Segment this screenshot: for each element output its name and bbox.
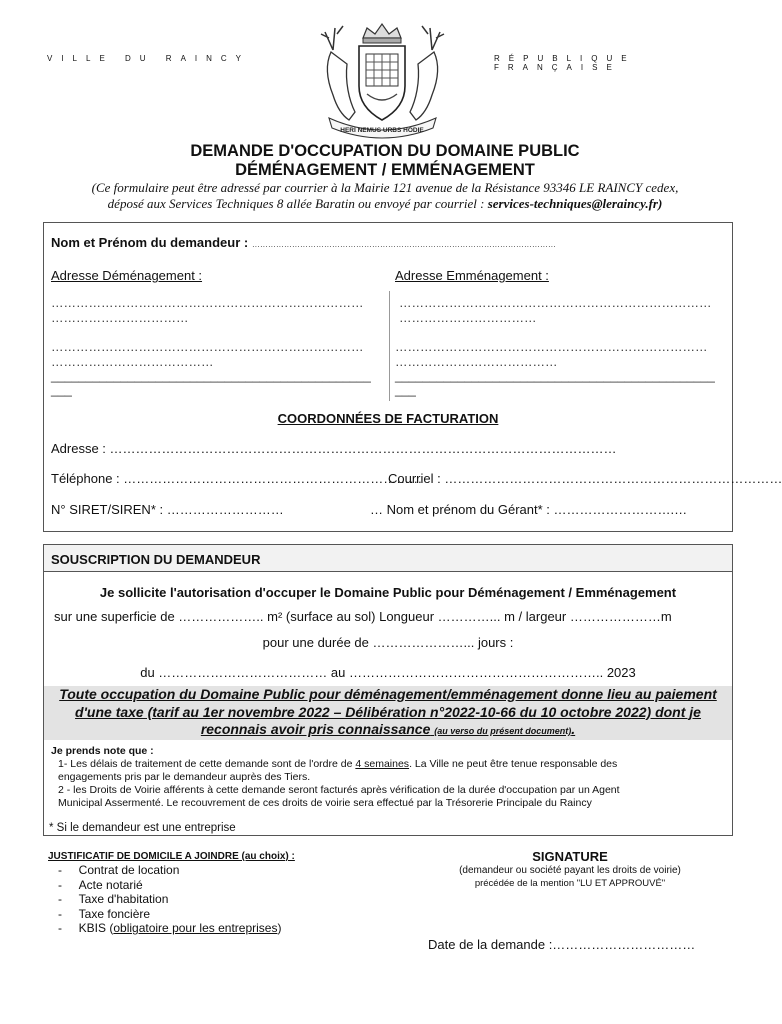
move-in-address-line-2[interactable]: …………………………… xyxy=(399,311,537,325)
move-in-address-line-5[interactable]: ______________________________________________ xyxy=(395,369,715,383)
move-out-address-label: Adresse Déménagement : xyxy=(51,268,203,283)
move-out-address-line-5[interactable]: ______________________________________________ xyxy=(51,369,371,383)
fee-notice-line-2: d'une taxe (tarif au 1er novembre 2022 – Délibération n°2022-10-66 du 10 octobre 2022) dont je xyxy=(75,703,701,720)
applicant-name-dots[interactable]: …………………………………………………………………………………………………… xyxy=(251,240,556,249)
proof-item-5: - KBIS (obligatoire pour les entreprises) xyxy=(58,921,282,935)
proof-list xyxy=(58,863,281,936)
proof-kbis-note: obligatoire pour les entreprises xyxy=(113,921,278,935)
applicant-section xyxy=(43,222,782,532)
siret-field[interactable]: N° SIRET/SIREN* : ……………………… xyxy=(51,502,284,517)
surface-field[interactable]: sur une superficie de ……………….. m² (surface au sol) Longueur …………... m / largeur …………………m xyxy=(54,609,672,624)
proof-item-2-label: Acte notarié xyxy=(78,877,143,892)
billing-heading: COORDONNÉES DE FACTURATION xyxy=(277,411,499,426)
manager-name-field[interactable]: … Nom et prénom du Gérant* : ……………………….… xyxy=(370,502,688,517)
billing-address-field[interactable]: Adresse : ……………………………………………………………………………………………………… xyxy=(51,441,617,456)
form-subtitle: DÉMÉNAGEMENT / EMMÉNAGEMENT xyxy=(235,161,535,179)
move-out-address-line-1[interactable]: ………………………………………………………………… xyxy=(51,296,364,310)
note-heading: Je prends note que : xyxy=(51,745,154,757)
move-in-address-line-6[interactable]: ___ xyxy=(395,383,416,397)
subscription-section xyxy=(43,544,733,836)
proof-item-4-label: Taxe foncière xyxy=(78,906,151,921)
note-1-text-a: 1- Les délais de traitement de cette demande sont de l'ordre de xyxy=(58,758,356,770)
fee-notice xyxy=(44,686,732,741)
fee-notice-small: (au verso du présent document) xyxy=(434,726,572,736)
company-footnote: * Si le demandeur est une entreprise xyxy=(49,822,236,834)
move-in-address-label: Adresse Emménagement : xyxy=(395,268,549,283)
address-column-divider xyxy=(389,291,390,401)
applicant-name-label: Nom et Prénom du demandeur : xyxy=(51,235,249,250)
note-1-text-b: . La Ville ne peut être tenue responsable des xyxy=(409,758,618,770)
intro-line-2 xyxy=(30,196,740,212)
signature-instruction-2: précédée de la mention "LU ET APPROUVÉ" xyxy=(474,878,666,889)
move-out-address-line-3[interactable]: ………………………………………………………………… xyxy=(51,340,364,354)
note-1-weeks: 4 semaines xyxy=(355,758,410,770)
form-title: DEMANDE D'OCCUPATION DU DOMAINE PUBLIC xyxy=(190,142,580,160)
move-in-address-line-1[interactable]: ………………………………………………………………… xyxy=(399,296,712,310)
dates-field[interactable]: du ………………………………… au ………………………………………………….. 2023 xyxy=(140,665,636,680)
request-date-field[interactable]: Date de la demande :…………………………… xyxy=(428,937,696,952)
proof-item-3-label: Taxe d'habitation xyxy=(78,892,169,906)
billing-phone-field[interactable]: Téléphone : …………………………………………………………… xyxy=(51,471,423,486)
proof-item-1-label: Contrat de location xyxy=(78,863,180,877)
subscription-heading: SOUSCRIPTION DU DEMANDEUR xyxy=(51,552,261,567)
move-out-address-line-6[interactable]: ___ xyxy=(51,383,72,397)
proof-item-3: - Taxe d'habitation xyxy=(58,892,169,906)
applicant-name-field[interactable] xyxy=(51,235,731,250)
fee-notice-line-1: Toute occupation du Domaine Public pour déménagement/emménagement donne lieu au paiement xyxy=(59,686,717,702)
proof-item-1: - Contrat de location xyxy=(58,863,180,877)
move-in-address-line-4[interactable]: ………………………………… xyxy=(395,355,558,369)
move-out-address-line-2[interactable]: …………………………… xyxy=(51,311,189,325)
intro-address-text: déposé aux Services Techniques 8 allée Baratin ou envoyé par courriel : xyxy=(107,196,488,211)
note-item-2: 2 - les Droits de Voirie afférents à cette demande seront facturés après vérification de la durée d'occupation par un Agent xyxy=(58,784,620,796)
move-out-address-line-4[interactable]: ………………………………… xyxy=(51,355,214,369)
note-item-2-cont: Municipal Assermenté. Le recouvrement de ces droits de voirie sera effectué par la Trésorerie Principale du Raincy xyxy=(58,797,592,809)
billing-email-field[interactable]: Courriel : …………………………………………………………………… xyxy=(388,471,782,486)
proof-kbis-suffix: ) xyxy=(277,921,282,935)
note-item-1 xyxy=(58,758,728,771)
motto-text: HERI NEMUS URBS HODIE xyxy=(340,127,424,134)
signature-heading: SIGNATURE xyxy=(532,849,608,864)
note-item-1-cont: engagements pris par le demandeur auprès des Tiers. xyxy=(58,771,311,783)
proof-heading: JUSTIFICATIF DE DOMICILE A JOINDRE (au choix) : xyxy=(48,851,295,862)
fee-notice-line-3-text: reconnais avoir pris connaissance xyxy=(200,721,431,737)
intro-email[interactable]: services-techniques@leraincy.fr) xyxy=(487,196,663,211)
intro-line-1: (Ce formulaire peut être adressé par courrier à la Mairie 121 avenue de la Résistance 93346 LE RAINCY cedex, xyxy=(91,180,679,195)
request-statement: Je sollicite l'autorisation d'occuper le Domaine Public pour Déménagement / Emménagement xyxy=(99,585,677,600)
city-name: VILLE DU RAINCY xyxy=(47,54,251,63)
move-in-address-line-3[interactable]: ………………………………………………………………… xyxy=(395,340,708,354)
fee-notice-line-3: reconnais avoir pris connaissance (au verso du présent document). xyxy=(200,721,576,737)
coat-of-arms-logo xyxy=(315,20,450,138)
proof-item-2: - Acte notarié xyxy=(58,877,143,892)
duration-field[interactable]: pour une durée de …………………... jours : xyxy=(262,635,514,650)
proof-item-4: - Taxe foncière xyxy=(58,906,151,921)
proof-kbis-prefix: KBIS ( xyxy=(78,921,114,935)
signature-instruction-1: (demandeur ou société payant les droits de voirie) xyxy=(459,865,681,876)
republic-label: RÉPUBLIQUE FRANÇAISE xyxy=(494,54,636,72)
